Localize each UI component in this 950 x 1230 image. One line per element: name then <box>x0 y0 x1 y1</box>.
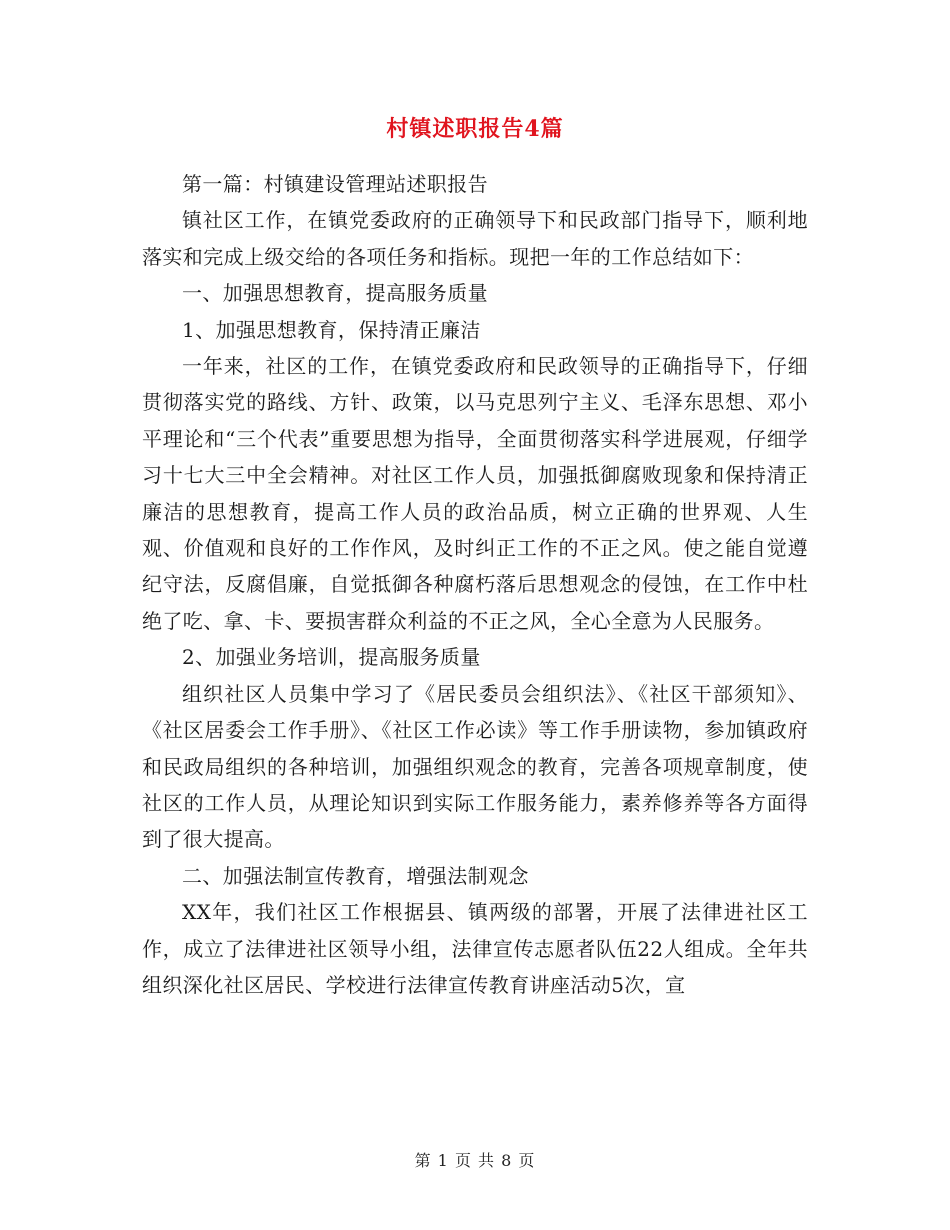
body-paragraph: 组织社区人员集中学习了《居民委员会组织法》、《社区干部须知》、《社区居委会工作手册》、《社区工作必读》等工作手册读物，参加镇政府和民政局组织的各种培训，加强组织观念的教育，完善各项规章制度，使社区的工作人员，从理论知识到实际工作服务能力，素养修养等各方面得到了很大提高。 <box>142 681 808 852</box>
intro-paragraph: 镇社区工作，在镇党委政府的正确领导下和民政部门指导下，顺利地落实和完成上级交给的各项任务和指标。现把一年的工作总结如下： <box>142 208 808 269</box>
subsection-heading-2: 2、加强业务培训，提高服务质量 <box>182 645 481 670</box>
document-title: 村镇述职报告4篇 <box>386 116 564 142</box>
document-body <box>142 166 808 1003</box>
current-page-number: 1 <box>437 1151 449 1170</box>
page-label-prefix: 第 <box>414 1151 432 1170</box>
subsection-heading-1: 1、加强思想教育，保持清正廉洁 <box>182 317 481 342</box>
page-label-mid: 页 共 <box>454 1151 496 1170</box>
page-label-suffix: 页 <box>518 1151 536 1170</box>
section-heading-2: 一、加强思想教育，提高服务质量 <box>182 281 488 306</box>
body-paragraph: XX年，我们社区工作根据县、镇两级的部署，开展了法律进社区工作，成立了法律进社区领导小组，法律宣传志愿者队伍22人组成。全年共组织深化社区居民、学校进行法律宣传教育讲座活动5次，宣 <box>142 900 808 997</box>
total-page-count: 8 <box>501 1151 513 1170</box>
page-footer <box>0 1148 950 1171</box>
section-heading-3: 二、加强法制宣传教育，增强法制观念 <box>182 863 529 888</box>
section-heading-1: 第一篇：村镇建设管理站述职报告 <box>182 172 488 196</box>
body-paragraph: 一年来，社区的工作，在镇党委政府和民政领导的正确指导下，仔细贯彻落实党的路线、方针、政策，以马克思列宁主义、毛泽东思想、邓小平理论和“三个代表”重要思想为指导，全面贯彻落实科学进展观，仔细学习十七大三中全会精神。对社区工作人员，加强抵御腐败现象和保持清正廉洁的思想教育，提高工作人员的政治品质，树立正确的世界观、人生观、价值观和良好的工作作风，及时纠正工作的不正之风。使之能自觉遵纪守法，反腐倡廉，自觉抵御各种腐朽落后思想观念的侵蚀，在工作中杜绝了吃、拿、卡、要损害群众利益的不正之风，全心全意为人民服务。 <box>142 354 808 633</box>
